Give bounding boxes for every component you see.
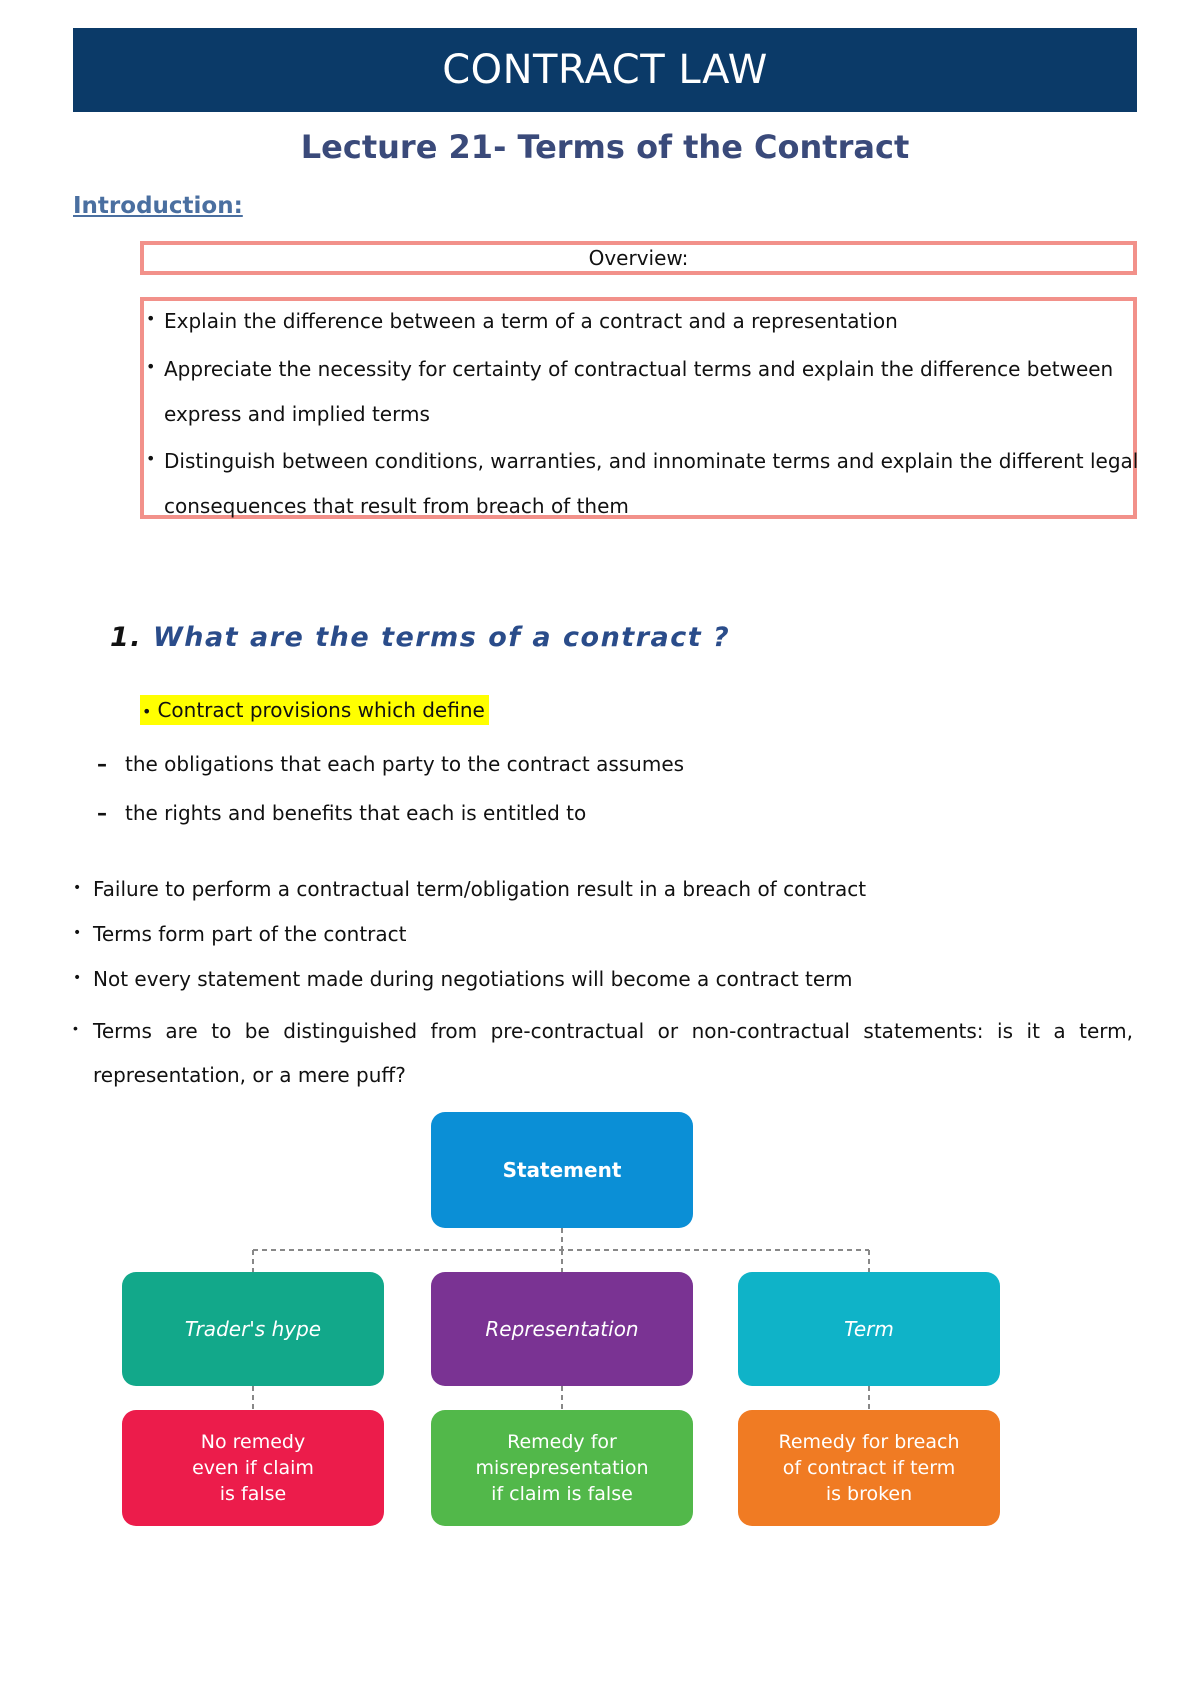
bullet-icon: • bbox=[146, 309, 156, 328]
objective-text: Appreciate the necessity for certainty of contractual terms and explain the difference between bbox=[164, 357, 1114, 381]
node-label: No remedy even if claim is false bbox=[192, 1431, 314, 1505]
list-item-text: Not every statement made during negotiations will become a contract term bbox=[93, 967, 853, 991]
bullet-icon: • bbox=[146, 449, 156, 468]
list-item-text: Terms form part of the contract bbox=[93, 922, 407, 946]
list-item-text: Terms are to be distinguished from pre-contractual or non-contractual statements: is it a term, representation, or a mere puff? bbox=[93, 1019, 1133, 1087]
diagram-node-representation bbox=[431, 1272, 693, 1386]
bullet-icon: • bbox=[73, 970, 82, 986]
objective-text: express and implied terms bbox=[164, 402, 430, 426]
section-title-text: What are the terms of a contract ? bbox=[152, 622, 731, 653]
node-label: Trader's hype bbox=[184, 1317, 322, 1341]
diagram-node-misrepresentation-remedy bbox=[431, 1410, 693, 1526]
highlight-text: Contract provisions which define bbox=[157, 698, 485, 722]
overview-label: Overview: bbox=[588, 246, 689, 270]
list-item-text: Failure to perform a contractual term/obligation result in a breach of contract bbox=[93, 877, 867, 901]
dash-item-text: the obligations that each party to the contract assumes bbox=[125, 752, 685, 776]
objectives-box bbox=[140, 297, 1137, 519]
diagram-node-statement bbox=[431, 1112, 693, 1228]
lecture-title: Lecture 21- Terms of the Contract bbox=[300, 128, 910, 166]
node-label: Remedy for misrepresentation if claim is false bbox=[475, 1431, 649, 1505]
bullet-icon: • bbox=[142, 702, 152, 721]
diagram-node-breach-remedy bbox=[738, 1410, 1000, 1526]
section-number: 1. bbox=[110, 622, 143, 653]
banner-title: CONTRACT LAW bbox=[442, 47, 768, 93]
node-label: Representation bbox=[485, 1317, 639, 1341]
objective-text: Explain the difference between a term of a contract and a representation bbox=[164, 309, 898, 333]
dash-item-text: the rights and benefits that each is entitled to bbox=[125, 801, 587, 825]
bullet-icon: • bbox=[73, 925, 82, 941]
introduction-heading: Introduction: bbox=[73, 193, 243, 219]
title-banner bbox=[73, 28, 1137, 112]
node-label: Statement bbox=[502, 1158, 622, 1182]
overview-box bbox=[140, 241, 1137, 275]
dash-icon: – bbox=[97, 752, 107, 776]
bullet-icon: • bbox=[146, 357, 156, 376]
section-1-heading bbox=[110, 622, 730, 653]
node-label: Remedy for breach of contract if term is broken bbox=[778, 1431, 960, 1505]
node-label: Term bbox=[844, 1317, 894, 1341]
diagram-node-traders-hype bbox=[122, 1272, 384, 1386]
diagram-node-no-remedy bbox=[122, 1410, 384, 1526]
bullet-icon: • bbox=[73, 880, 82, 896]
objective-text: Distinguish between conditions, warranties, and innominate terms and explain the different legal bbox=[164, 449, 1139, 473]
diagram-node-term bbox=[738, 1272, 1000, 1386]
highlighted-bullet bbox=[140, 695, 489, 725]
bullet-icon: • bbox=[73, 1020, 78, 1036]
objective-text: consequences that result from breach of them bbox=[164, 494, 629, 518]
dash-icon: – bbox=[97, 801, 107, 825]
